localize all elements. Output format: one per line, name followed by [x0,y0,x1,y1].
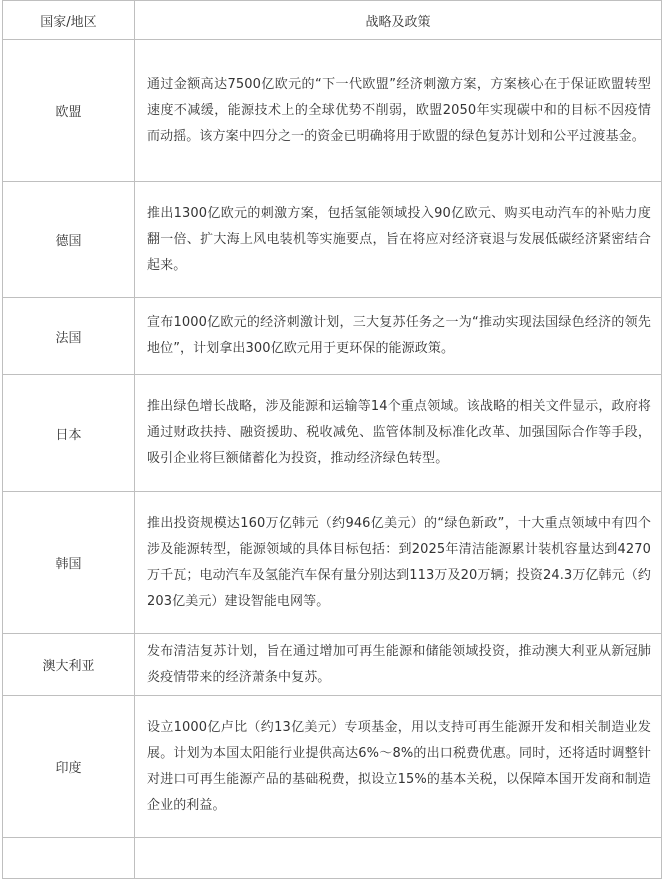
country-cell: 澳大利亚 [3,634,135,696]
country-cell: 欧盟 [3,40,135,182]
header-country: 国家/地区 [3,1,135,40]
country-cell: 日本 [3,375,135,492]
policy-cell: 通过金额高达7500亿欧元的“下一代欧盟”经济刺激方案，方案核心在于保证欧盟转型速度不减缓，能源技术上的全球优势不削弱，欧盟2050年实现碳中和的目标不因疫情而动摇。该方案中四分之一的资金已明确将用于欧盟的绿色复苏计划和公平过渡基金。 [135,40,662,182]
policy-cell: 设立1000亿卢比（约13亿美元）专项基金，用以支持可再生能源开发和相关制造业发展。计划为本国太阳能行业提供高达6%～8%的出口税费优惠。同时，还将适时调整针对进口可再生能源产品的基础税费，拟设立15%的基本关税，以保障本国开发商和制造企业的利益。 [135,696,662,838]
policy-cell-empty [135,838,662,879]
policy-cell: 推出投资规模达160万亿韩元（约946亿美元）的“绿色新政”，十大重点领域中有四个涉及能源转型，能源领域的具体目标包括：到2025年清洁能源累计装机容量达到4270万千瓦；电动汽车及氢能汽车保有量分别达到113万及20万辆；投资24.3万亿韩元（约203亿美元）建设智能电网等。 [135,492,662,634]
table-row [3,634,662,696]
table-header-row [3,1,662,40]
policy-cell: 推出1300亿欧元的刺激方案，包括氢能领域投入90亿欧元、购买电动汽车的补贴力度翻一倍、扩大海上风电装机等实施要点，旨在将应对经济衰退与发展低碳经济紧密结合起来。 [135,182,662,298]
policy-cell: 宣布1000亿欧元的经济刺激计划，三大复苏任务之一为“推动实现法国绿色经济的领先地位”，计划拿出300亿欧元用于更环保的能源政策。 [135,298,662,375]
country-cell: 德国 [3,182,135,298]
policy-cell: 发布清洁复苏计划，旨在通过增加可再生能源和储能领域投资，推动澳大利亚从新冠肺炎疫情带来的经济萧条中复苏。 [135,634,662,696]
country-cell: 法国 [3,298,135,375]
table-row [3,375,662,492]
table-row [3,492,662,634]
table-row [3,182,662,298]
table-row-partial [3,838,662,879]
table-row [3,696,662,838]
table-row [3,298,662,375]
table-row [3,40,662,182]
country-cell-empty [3,838,135,879]
country-cell: 印度 [3,696,135,838]
header-policy: 战略及政策 [135,1,662,40]
policy-table [2,0,662,879]
policy-cell: 推出绿色增长战略，涉及能源和运输等14个重点领域。该战略的相关文件显示，政府将通过财政扶持、融资援助、税收减免、监管体制及标准化改革、加强国际合作等手段，吸引企业将巨额储蓄化为投资，推动经济绿色转型。 [135,375,662,492]
country-cell: 韩国 [3,492,135,634]
